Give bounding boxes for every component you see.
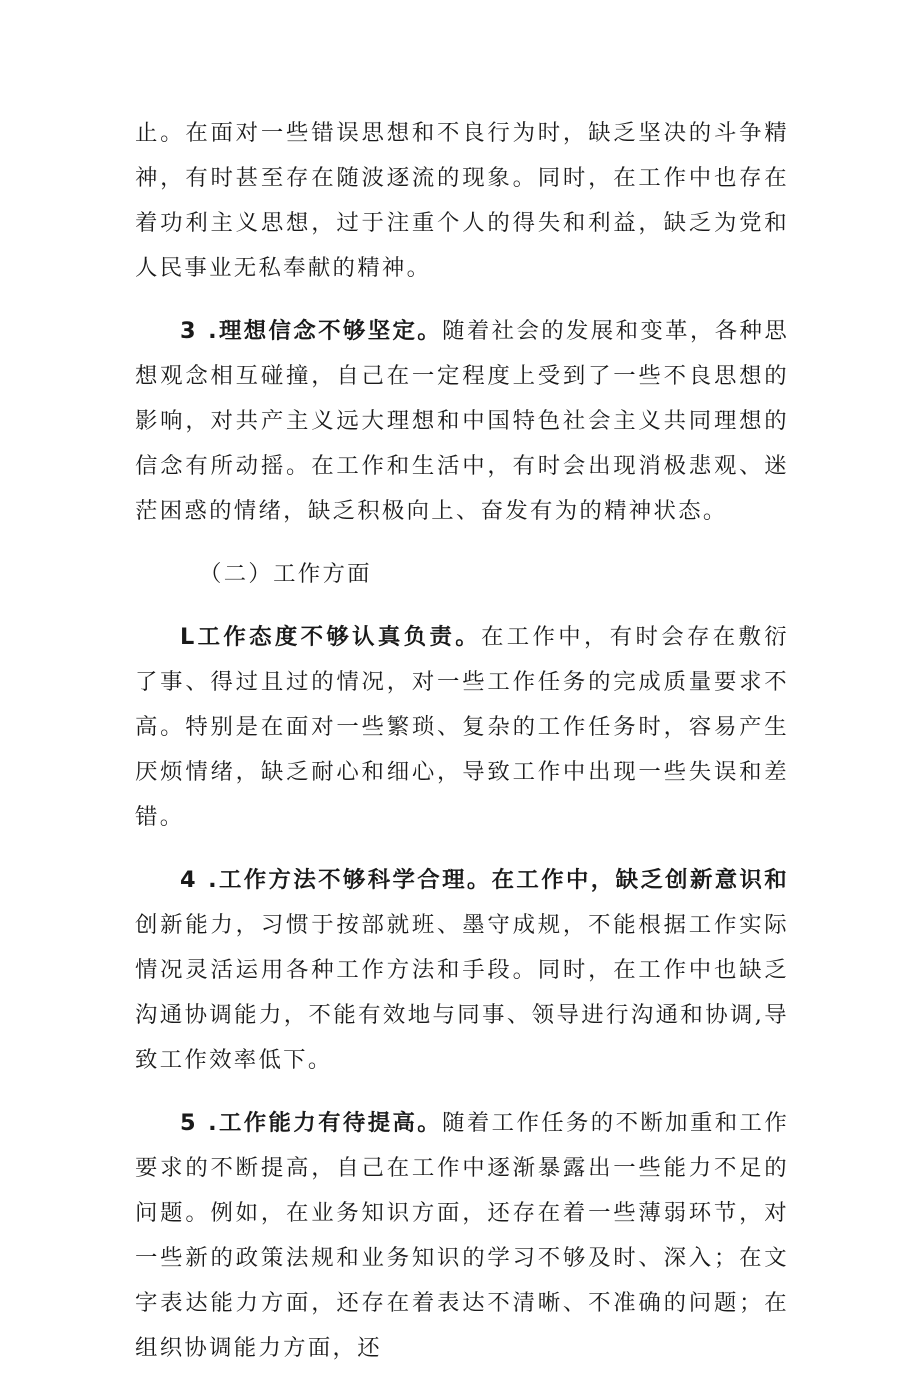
paragraph-work-ability: [135, 1101, 789, 1371]
paragraph-work-method: [135, 858, 789, 1083]
paragraph-text: 在工作中，有时会存在敷衍了事、得过且过的情况，对一些工作任务的完成质量要求不高。特别是在面对一些繁琐、复杂的工作任务时，容易产生厌烦情绪，缺乏耐心和细心，导致工作中出现一些失误和差错。: [135, 624, 789, 830]
paragraph-lead: 3 .理想信念不够坚定。: [180, 318, 443, 344]
paragraph-lead: 5 .工作能力有待提高。: [180, 1110, 443, 1136]
paragraph-ideals-beliefs: [135, 309, 789, 534]
paragraph-work-attitude: [135, 615, 789, 840]
paragraph-text: 随着工作任务的不断加重和工作要求的不断提高，自己在工作中逐渐暴露出一些能力不足的问题。例如，在业务知识方面，还存在着一些薄弱环节，对一些新的政策法规和业务知识的学习不够及时、深入；在文字表达能力方面，还存在着表达不清晰、不准确的问题；在组织协调能力方面，还: [135, 1110, 790, 1361]
paragraph-continuation: [135, 111, 789, 291]
paragraph-lead: L工作态度不够认真负责。: [180, 624, 481, 650]
paragraph-text: 随着社会的发展和变革，各种思想观念相互碰撞，自己在一定程度上受到了一些不良思想的影响，对共产主义远大理想和中国特色社会主义共同理想的信念有所动摇。在工作和生活中，有时会出现消极悲观、迷茫困惑的情绪，缺乏积极向上、奋发有为的精神状态。: [135, 318, 790, 524]
section-heading: （二）工作方面: [199, 561, 372, 587]
paragraph-text: 创新能力，习惯于按部就班、墨守成规，不能根据工作实际情况灵活运用各种工作方法和手段。同时，在工作中也缺乏沟通协调能力，不能有效地与同事、领导进行沟通和协调,导致工作效率低下。: [135, 912, 789, 1073]
document-body: [135, 111, 789, 1389]
paragraph-lead: 4 .工作方法不够科学合理。在工作中，缺乏创新意识和: [180, 867, 789, 893]
paragraph-text: 止。在面对一些错误思想和不良行为时，缺乏坚决的斗争精神，有时甚至存在随波逐流的现象。同时，在工作中也存在着功利主义思想，过于注重个人的得失和利益，缺乏为党和人民事业无私奉献的精神。: [135, 120, 789, 281]
